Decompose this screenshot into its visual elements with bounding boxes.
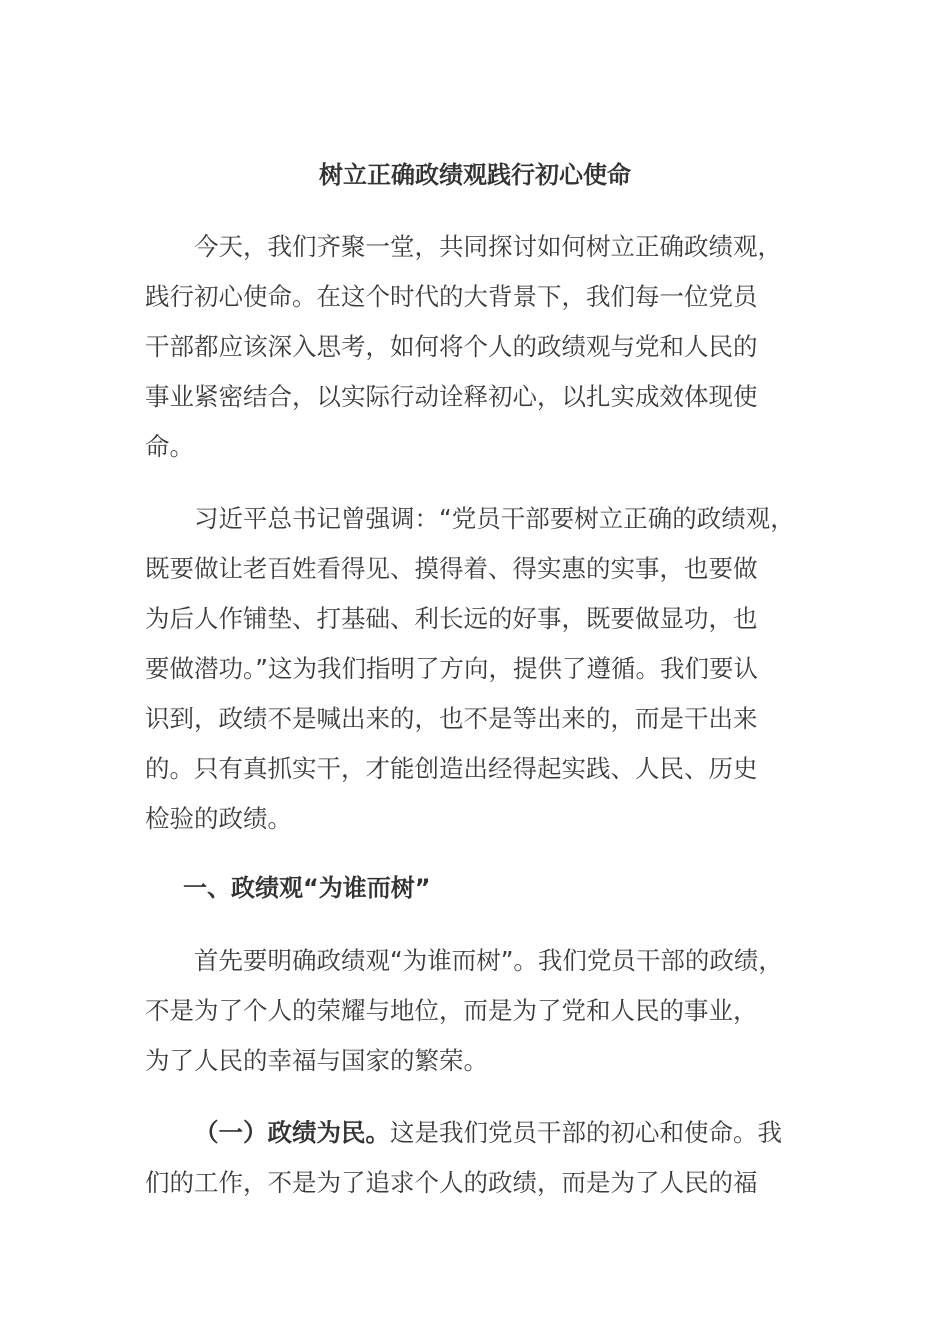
- paragraph-line: 为了人民的幸福与国家的繁荣。: [145, 1046, 488, 1075]
- paragraph-line: 干部都应该深入思考，如何将个人的政绩观与党和人民的: [145, 332, 758, 361]
- paragraph-line: 不是为了个人的荣耀与地位，而是为了党和人民的事业，: [145, 996, 758, 1025]
- paragraph-line: 事业紧密结合，以实际行动诠释初心，以扎实成效体现使: [145, 382, 758, 411]
- paragraph-line: [145, 1108, 807, 1158]
- paragraph-line: 的。只有真抓实干，才能创造出经得起实践、人民、历史: [145, 754, 758, 783]
- paragraph-line: 既要做让老百姓看得见、摸得着、得实惠的实事，也要做: [145, 554, 758, 583]
- paragraph-line: 命。: [145, 432, 194, 461]
- paragraph-line: 为后人作铺垫、打基础、利长远的好事，既要做显功，也: [145, 604, 758, 633]
- paragraph-section: [145, 936, 807, 1086]
- paragraph-line: 们的工作，不是为了追求个人的政绩，而是为了人民的福: [145, 1168, 758, 1197]
- paragraph-line: 首先要明确政绩观“为谁而树”。我们党员干部的政绩，: [194, 946, 783, 975]
- paragraph-subsection: [145, 1108, 807, 1208]
- paragraph-intro: [145, 222, 807, 472]
- paragraph-quote: [145, 494, 807, 844]
- subsection-heading: （一）政绩为民。: [194, 1118, 390, 1147]
- document-title: 树立正确政绩观践行初心使命: [319, 161, 631, 189]
- paragraph-line: 要做潜功。”这为我们指明了方向，提供了遵循。我们要认: [145, 654, 758, 683]
- paragraph-line: 识到，政绩不是喊出来的，也不是等出来的，而是干出来: [145, 704, 758, 733]
- paragraph-line: 践行初心使命。在这个时代的大背景下，我们每一位党员: [145, 282, 758, 311]
- paragraph-line: 检验的政绩。: [145, 804, 292, 833]
- paragraph-line: 今天，我们齐聚一堂，共同探讨如何树立正确政绩观，: [194, 232, 782, 261]
- section-heading: 一、政绩观“为谁而树”: [183, 874, 431, 902]
- paragraph-line: 习近平总书记曾强调：“党员干部要树立正确的政绩观，: [194, 504, 795, 533]
- subsection-text: 这是我们党员干部的初心和使命。我: [390, 1118, 782, 1147]
